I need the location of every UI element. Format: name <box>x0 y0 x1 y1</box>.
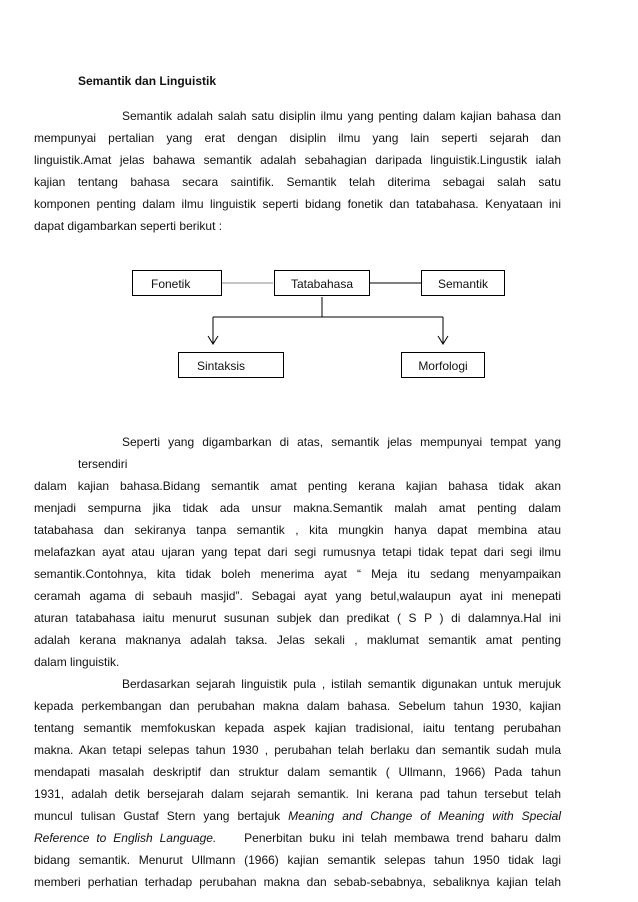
paragraph-line: Semantik adalah salah satu disiplin ilmu yang penting dalam kajian bahasa dan <box>122 109 561 123</box>
paragraph-line: ceramah agama di sebauh masjid”. Sebagai ayat yang betul,walaupun ayat ini menepati <box>34 589 561 603</box>
paragraph-line <box>34 805 562 827</box>
paragraph-line: adalah kerana maknanya adalah taksa. Jelas sekali , maklumat semantik amat penting <box>34 633 561 647</box>
paragraph-line: dalam kajian bahasa.Bidang semantik amat penting kerana kajian bahasa tidak akan <box>34 479 561 493</box>
line-text: muncul tulisan Gustaf Stern yang bertajuk <box>34 809 289 823</box>
paragraph-line: tatabahasa dan sekiranya tanpa semantik , kita mungkin hanya dapat membina atau <box>34 523 561 537</box>
paragraph-intro <box>34 105 561 237</box>
paragraph-line: menjadi sempurna jika tidak ada unsur makna.Semantik malah amat penting dalam <box>34 501 561 515</box>
paragraph-line: makna. Akan tetapi selepas tahun 1930 , perubahan telah berlaku dan semantik sudah mula <box>34 743 561 757</box>
paragraph-line: bidang semantik. Menurut Ullmann (1966) kajian semantik selepas tahun 1950 tidak lagi <box>34 853 561 867</box>
section-heading: Semantik dan Linguistik <box>78 74 217 88</box>
paragraph-line: memberi perhatian terhadap perubahan makna dan sebab-sebabnya, sebaliknya kajian telah <box>34 875 561 889</box>
paragraph-line <box>34 827 561 849</box>
paragraph-line: 1931, adalah detik bersejarah dalam sejarah semantik. Ini kerana pad tahun tersebut telah <box>34 787 561 801</box>
paragraph-line: komponen penting dalam ilmu linguistik seperti bidang fonetik dan tatabahasa. Kenyataan ini <box>34 197 561 211</box>
paragraph-line: melafazkan ayat atau ujaran yang tepat dari segi rumusnya tetapi tidak tepat dari segi ilmu <box>34 545 561 559</box>
paragraph-line: Seperti yang digambarkan di atas, semantik jelas mempunyai tempat yang tersendiri <box>78 435 561 471</box>
paragraph-line: tentang semantik memfokuskan kepada aspek kajian tradisional, iaitu tentang perubahan <box>34 721 561 735</box>
paragraph-line: mempunyai pertalian yang erat dengan disiplin ilmu yang lain seperti sejarah dan <box>34 131 561 145</box>
box-tatabahasa: Tatabahasa <box>274 270 370 296</box>
paragraph-line: semantik.Contohnya, kita tidak boleh menerima ayat “ Meja itu sedang menyampaikan <box>34 567 561 581</box>
paragraph-line: Berdasarkan sejarah linguistik pula , istilah semantik digunakan untuk merujuk <box>122 677 561 691</box>
paragraph-line: dalam linguistik. <box>34 655 120 669</box>
box-morfologi: Morfologi <box>401 352 485 378</box>
box-fonetik: Fonetik <box>132 270 222 296</box>
paragraph-line: aturan tatabahasa iaitu menurut susunan subjek dan predikat ( S P ) di dalamnya.Hal ini <box>34 611 561 625</box>
paragraph-line: linguistik.Amat jelas bahawa semantik adalah sebahagian daripada linguistik.Lingustik ialah <box>34 153 561 167</box>
paragraph-line: dapat digambarkan seperti berikut : <box>34 219 223 233</box>
paragraph-line: mendapati masalah deskriptif dan struktur dalam semantik ( Ullmann, 1966) Pada tahun <box>34 765 561 779</box>
paragraph-history <box>34 673 562 893</box>
paragraph-line: kajian tentang bahasa secara saintifik. Semantik telah diterima sebagai salah satu <box>34 175 561 189</box>
line-text: Penerbitan buku ini telah membawa trend baharu dalm <box>216 831 561 845</box>
box-sintaksis: Sintaksis <box>178 352 284 378</box>
linguistics-diagram <box>78 257 561 407</box>
document-content <box>34 74 562 893</box>
paragraph-line: kepada perkembangan dan perubahan makna dalam bahasa. Sebelum tahun 1930, kajian <box>34 699 561 713</box>
box-semantik: Semantik <box>421 270 505 296</box>
paragraph-explanation <box>34 431 561 673</box>
book-title-part2: Reference to English Language. <box>34 831 217 845</box>
book-title-part1: Meaning and Change of Meaning with Special <box>288 809 562 823</box>
